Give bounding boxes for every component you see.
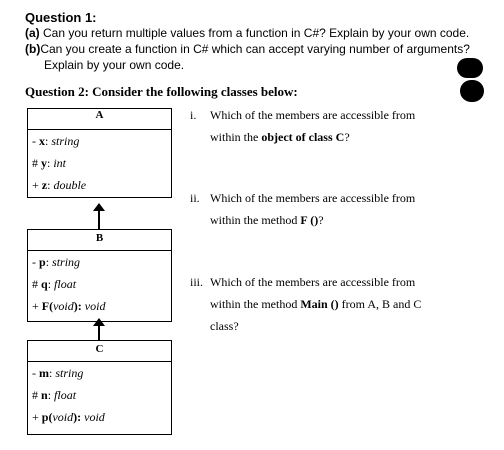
part-b-text: Can you create a function in C# which can accept varying number of arguments? <box>40 42 470 56</box>
subquestion-i-line-1: Which of the members are accessible from <box>210 108 416 122</box>
class-a-box <box>27 108 172 198</box>
class-a-member-y: # y: int <box>32 156 67 170</box>
subquestion-iii-line-2: within the method Main () from A, B and C <box>210 297 422 311</box>
part-a-text: Can you return multiple values from a function in C#? Explain by your own code. <box>43 26 470 40</box>
class-c-member-n: # n: float <box>32 388 77 402</box>
class-a-member-z: + z: double <box>32 178 87 192</box>
class-b-box <box>27 229 172 322</box>
part-b-label: (b) <box>25 42 41 56</box>
subquestion-ii-line-2: within the method F ()? <box>210 213 324 227</box>
subquestion-iii-line-3: class? <box>210 319 239 333</box>
inheritance-arrow-c-to-b <box>96 318 102 340</box>
subquestion-ii-number: ii. <box>190 191 200 205</box>
question-1-part-a <box>25 26 469 40</box>
class-c-name: C <box>28 341 171 362</box>
question-1-part-b-continued: Explain by your own code. <box>44 58 185 72</box>
class-c-member-m: - m: string <box>32 366 84 380</box>
class-b-member-p: - p: string <box>32 255 81 269</box>
question-1-part-b <box>25 42 470 56</box>
subquestion-ii-line-1: Which of the members are accessible from <box>210 191 416 205</box>
subquestion-iii-number: iii. <box>190 275 204 289</box>
part-a-label: (a) <box>25 26 40 40</box>
subquestion-i-line-2: within the object of class C? <box>210 130 350 144</box>
inheritance-arrow-b-to-a <box>96 203 102 229</box>
class-a-name: A <box>28 109 171 130</box>
class-b-method-f: + F(void): void <box>32 299 106 313</box>
class-c-box <box>27 340 172 435</box>
class-b-name: B <box>28 230 171 251</box>
question-2-title: Question 2: Consider the following classes below: <box>25 84 298 99</box>
class-a-member-x: - x: string <box>32 134 80 148</box>
question-1-title: Question 1: <box>25 10 97 25</box>
class-c-method-p: + p(void): void <box>32 410 105 424</box>
redaction-mark-bottom <box>460 80 484 102</box>
subquestion-iii-line-1: Which of the members are accessible from <box>210 275 416 289</box>
subquestion-i-number: i. <box>190 108 197 122</box>
class-b-member-q: # q: float <box>32 277 77 291</box>
redaction-mark-top <box>457 58 483 78</box>
